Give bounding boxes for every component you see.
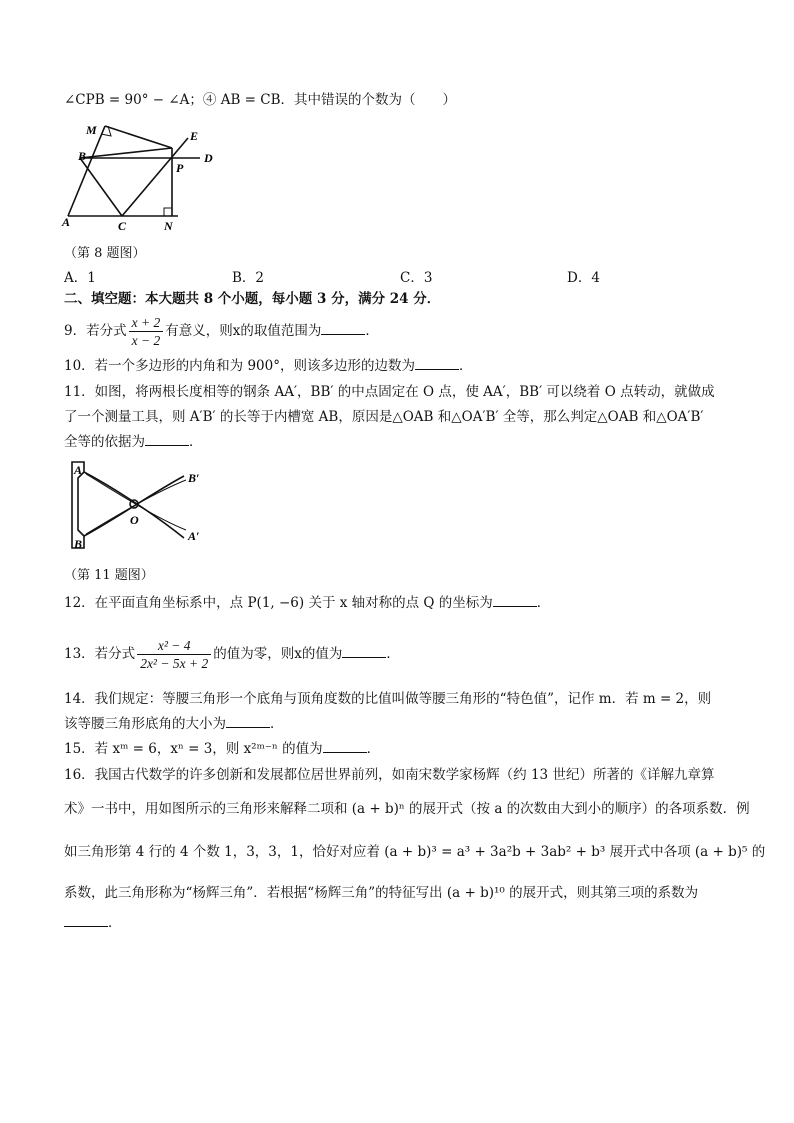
q15-text: 15．若 xᵐ = 6，xⁿ = 3，则 x²ᵐ⁻ⁿ 的值为 — [64, 741, 323, 757]
q11-line-3-text: 全等的依据为 — [64, 434, 145, 450]
question-13 — [64, 637, 400, 672]
question-9 — [64, 314, 379, 349]
question-14-line-1: 14．我们规定：等腰三角形一个底角与顶角度数的比值叫做等腰三角形的“特色值”，记作 m．若 m = 2，则 — [64, 691, 712, 707]
section-2-heading: 二、填空题：本大题共 8 个小题，每小题 3 分，满分 24 分． — [64, 291, 441, 307]
q14-answer-blank — [226, 715, 270, 728]
q15-end: ． — [366, 741, 381, 757]
figure-8-diagram — [60, 118, 220, 236]
label-A: A — [62, 215, 71, 229]
q9-end: ． — [365, 323, 379, 339]
label-B-prime: B′ — [188, 471, 200, 485]
question-14-line-2 — [64, 715, 284, 733]
line-BC — [80, 158, 122, 216]
option-c-value: 3 — [423, 270, 433, 286]
question-16-line-4: 系数，此三角形称为“杨辉三角”．若根据“杨辉三角”的特征写出 (a + b)¹⁰ 的展开式，则其第三项的系数为 — [64, 885, 699, 901]
question-16-line-5 — [64, 914, 122, 932]
label-B: B — [78, 149, 87, 163]
question-10 — [64, 357, 473, 375]
label-A: A — [74, 463, 83, 477]
label-C: C — [118, 219, 127, 233]
q9-fraction — [129, 314, 164, 349]
q9-answer-blank — [321, 322, 365, 335]
question-16-line-3: 如三角形第 4 行的 4 个数 1，3，3，1，恰好对应着 (a + b)³ = a³ + 3a²b + 3ab² + b³ 展开式中各项 (a + b)⁵ 的 — [64, 844, 766, 860]
label-A-prime: A′ — [188, 529, 200, 543]
q10-text: 10．若一个多边形的内角和为 900°，则该多边形的边数为 — [64, 358, 415, 374]
option-d — [567, 266, 600, 286]
label-N: N — [164, 219, 173, 233]
question-12 — [64, 594, 550, 612]
right-angle-N — [164, 208, 172, 216]
q12-answer-blank — [493, 594, 537, 607]
q12-end: ． — [536, 595, 551, 611]
q10-answer-blank — [415, 357, 459, 370]
q9-suffix: 有意义，则x的取值范围为 — [165, 323, 322, 339]
label-D: D — [204, 151, 213, 165]
option-d-letter: D． — [567, 270, 592, 286]
option-d-value: 4 — [591, 270, 600, 286]
q13-answer-blank — [342, 645, 386, 658]
q16-end: ． — [108, 915, 122, 931]
q9-numerator: x + 2 — [129, 314, 164, 332]
line-MP — [105, 126, 172, 148]
q13-numerator: x² − 4 — [137, 637, 211, 655]
option-a — [64, 266, 96, 286]
q13-fraction — [137, 637, 211, 672]
question-11-line-3 — [64, 433, 203, 451]
question-16-line-2: 术》一书中，用如图所示的三角形来解释二项和 (a + b)ⁿ 的展开式（按 a 的次数由大到小的顺序）的各项系数．例 — [64, 801, 750, 817]
q9-denominator: x − 2 — [131, 333, 161, 348]
q10-end: ． — [459, 358, 473, 374]
option-b-letter: B． — [232, 270, 256, 286]
option-c — [400, 266, 432, 286]
q13-end: ． — [386, 646, 400, 662]
q15-answer-blank — [323, 740, 367, 753]
question-11-line-2: 了一个测量工具，则 A′B′ 的长等于内槽宽 AB，原因是△OAB 和△OA′B′ 全等，那么判定△OAB 和△OA′B′ — [64, 409, 704, 425]
q9-prefix: 9．若分式 — [64, 323, 127, 339]
q16-answer-blank — [64, 914, 108, 927]
q13-prefix: 13．若分式 — [64, 646, 136, 662]
option-b-value: 2 — [255, 270, 265, 286]
label-P: P — [176, 161, 184, 175]
option-a-value: 1 — [87, 270, 96, 286]
figure-8-caption: （第 8 题图） — [64, 246, 146, 261]
label-O: O — [130, 513, 139, 527]
q11-end: ． — [189, 434, 203, 450]
q14-line-2-text: 该等腰三角形底角的大小为 — [64, 716, 226, 732]
question-8-tail: ∠CPB = 90° − ∠A；④ AB = CB．其中错误的个数为（ ） — [64, 92, 457, 108]
q13-denominator: 2x² − 5x + 2 — [140, 656, 209, 671]
option-b — [232, 266, 264, 286]
option-c-letter: C． — [400, 270, 424, 286]
label-M: M — [86, 123, 97, 137]
option-a-letter: A． — [64, 270, 88, 286]
question-16-line-1: 16．我国古代数学的许多创新和发展都位居世界前列，如南宋数学家杨辉（约 13 世纪）所著的《详解九章算 — [64, 767, 715, 783]
figure-11-diagram — [64, 458, 214, 552]
label-B: B — [74, 537, 83, 551]
q13-suffix: 的值为零，则x的值为 — [213, 646, 343, 662]
label-E: E — [190, 129, 199, 143]
q14-end: ． — [270, 716, 284, 732]
q11-answer-blank — [145, 433, 189, 446]
q12-text: 12．在平面直角坐标系中，点 P(1, −6) 关于 x 轴对称的点 Q 的坐标为 — [64, 595, 493, 611]
question-15 — [64, 740, 380, 758]
question-11-line-1: 11．如图，将两根长度相等的钢条 AA′，BB′ 的中点固定在 O 点，使 AA′，BB′ 可以绕着 O 点转动，就做成 — [64, 384, 715, 400]
figure-11-caption: （第 11 题图） — [64, 568, 154, 583]
line-AM — [68, 126, 105, 216]
